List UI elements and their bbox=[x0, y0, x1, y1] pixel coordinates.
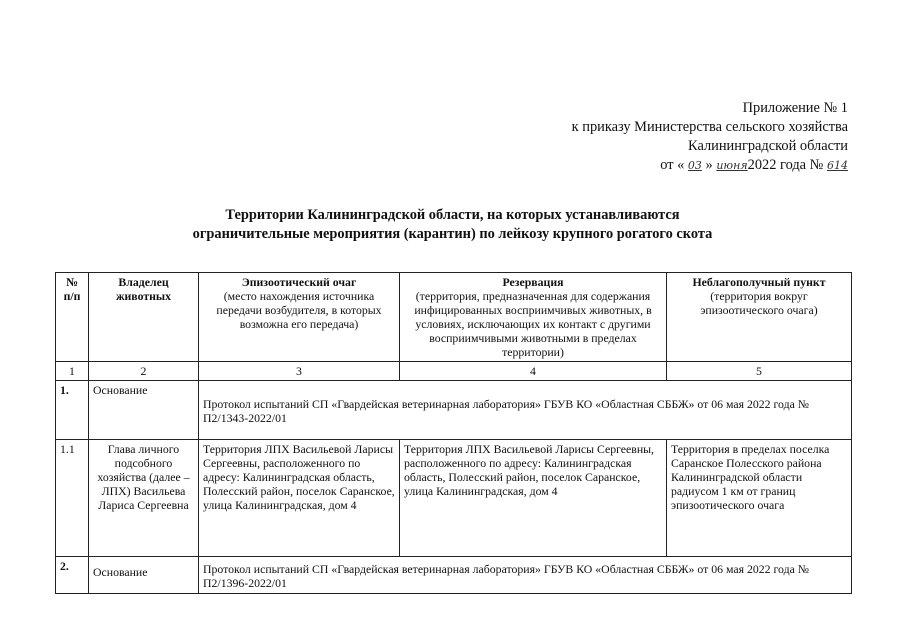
column-numbers-row bbox=[56, 362, 852, 381]
row-number: 1.1 bbox=[56, 440, 89, 557]
header-point-title: Неблагополучный пункт bbox=[692, 275, 826, 289]
row-number: 2. bbox=[56, 557, 89, 594]
header-focus-sub: (место нахождения источника передачи возбудителя, в которых возможна его передача) bbox=[216, 289, 382, 331]
header-reservation-title: Резервация bbox=[502, 275, 564, 289]
row-number: 1. bbox=[56, 381, 89, 440]
header-reservation bbox=[400, 273, 667, 362]
appendix-region-line: Калининградской области bbox=[688, 138, 848, 154]
header-point-sub: (территория вокруг эпизоотического очага) bbox=[700, 289, 818, 317]
handwritten-number: 614 bbox=[827, 159, 848, 172]
date-prefix: от « bbox=[660, 157, 685, 173]
basis-protocol: Протокол испытаний СП «Гвардейская ветеринарная лаборатория» ГБУВ КО «Областная СББЖ» от 06 мая 2022 года № П2/1343-2022/01 bbox=[203, 397, 810, 425]
date-mid: » bbox=[705, 157, 713, 173]
reservation-cell: Территория ЛПХ Васильевой Ларисы Сергеевны, расположенного по адресу: Калининградская область, Полесский район, поселок Саранское, улица Калининградская, дом 4 bbox=[400, 440, 667, 557]
column-number: 2 bbox=[89, 362, 199, 381]
point-cell: Территория в пределах поселка Саранское Полесского района Калининградской области радиусом 1 км от границ эпизоотического очага bbox=[667, 440, 852, 557]
handwritten-month: июня bbox=[716, 159, 748, 172]
appendix-date-line bbox=[572, 156, 848, 175]
table-row bbox=[56, 440, 852, 557]
column-number: 3 bbox=[199, 362, 400, 381]
header-owner: Владелец животных bbox=[89, 273, 199, 362]
basis-text bbox=[199, 381, 852, 440]
owner-cell: Глава личного подсобного хозяйства (далее – ЛПХ) Васильева Лариса Сергеевна bbox=[89, 440, 199, 557]
header-focus bbox=[199, 273, 400, 362]
title-line-1: Территории Калининградской области, на которых устанавливаются bbox=[225, 207, 680, 223]
header-point bbox=[667, 273, 852, 362]
document-title bbox=[0, 206, 905, 243]
column-number: 1 bbox=[56, 362, 89, 381]
table-row bbox=[56, 557, 852, 594]
appendix-title: Приложение № 1 bbox=[742, 100, 848, 116]
appendix-block bbox=[572, 99, 848, 175]
date-suffix: 2022 года № bbox=[747, 157, 824, 173]
table-row bbox=[56, 381, 852, 440]
header-number: № п/п bbox=[56, 273, 89, 362]
header-focus-title: Эпизоотический очаг bbox=[241, 275, 357, 289]
column-number: 4 bbox=[400, 362, 667, 381]
basis-text bbox=[199, 557, 852, 594]
title-line-2: ограничительные мероприятия (карантин) по лейкозу крупного рогатого скота bbox=[192, 225, 713, 242]
basis-protocol: Протокол испытаний СП «Гвардейская ветеринарная лаборатория» ГБУВ КО «Областная СББЖ» от 06 мая 2022 года № П2/1396-2022/01 bbox=[203, 562, 810, 590]
header-reservation-sub: (территория, предназначенная для содержания инфицированных восприимчивых животных, в условиях, исключающих их контакт с другими восприимчивыми животными в пределах территории) bbox=[414, 289, 652, 359]
basis-label bbox=[89, 557, 199, 594]
appendix-order-line: к приказу Министерства сельского хозяйства bbox=[571, 119, 848, 135]
basis-label-text: Основание bbox=[93, 565, 148, 579]
territories-table bbox=[55, 272, 852, 594]
column-number: 5 bbox=[667, 362, 852, 381]
basis-label: Основание bbox=[89, 381, 199, 440]
handwritten-day: 03 bbox=[687, 159, 702, 172]
header-row bbox=[56, 273, 852, 362]
focus-cell: Территория ЛПХ Васильевой Ларисы Сергеевны, расположенного по адресу: Калининградская область, Полесский район, поселок Саранское, улица Калининградская, дом 4 bbox=[199, 440, 400, 557]
